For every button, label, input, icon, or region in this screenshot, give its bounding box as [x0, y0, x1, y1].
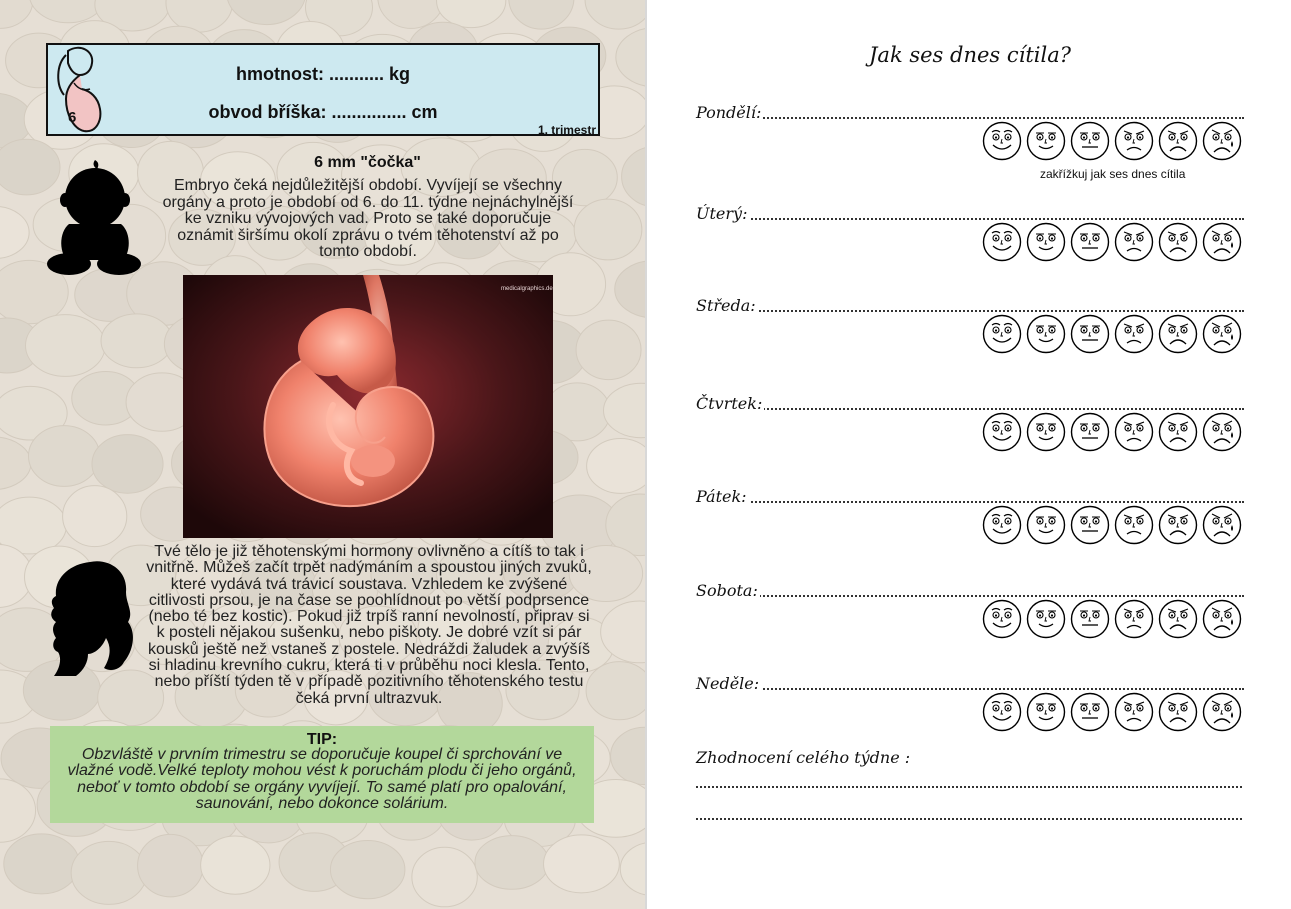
day-row [696, 674, 1244, 734]
day-note-line[interactable] [696, 595, 1244, 597]
mood-faces [982, 599, 1244, 639]
day-note-line[interactable] [696, 218, 1244, 220]
very-happy-face-icon[interactable] [982, 121, 1022, 161]
mood-hint: zakřížkuj jak ses dnes cítila [1040, 167, 1186, 181]
happy-face-icon[interactable] [1026, 505, 1066, 545]
unhappy-face-icon[interactable] [1158, 412, 1198, 452]
day-label: Neděle: [696, 674, 760, 693]
mood-faces [982, 314, 1244, 354]
day-label: Pátek: [696, 487, 747, 506]
mood-faces [982, 692, 1244, 732]
day-row [696, 103, 1244, 163]
tip-box [50, 726, 594, 823]
happy-face-icon[interactable] [1026, 121, 1066, 161]
neutral-face-icon[interactable] [1070, 222, 1110, 262]
baby-silhouette-icon [47, 160, 141, 278]
happy-face-icon[interactable] [1026, 222, 1066, 262]
page-divider [645, 0, 647, 909]
unhappy-face-icon[interactable] [1158, 121, 1198, 161]
body-paragraph: Tvé tělo je již těhotenskými hormony ovlivněno a cítíš to tak i vnitřně. Můžeš začít trpět nadýmáním a spoustou jiných zvuků, které vydává tvá trávicí soustava. Vzhledem ke zvýšené citlivosti prsou, je na čase se poohlídnout po větší podprsence (nebo té bez kostic). Pokud již trpíš ranní nevolností, připrav si k posteli nějakou sušenku, nebo piškoty. Je dobré vzít si pár kousků ještě než vstaneš z postele. Nedráždi žaludek a zvýšíš si hladinu krevního cukru, která ti v průběhu noci klesla. Tento, nebo příští týden tě v případě pozitivního těhotenského testu čeká první ultrazvuk. [146, 543, 592, 707]
day-row [696, 296, 1244, 356]
neutral-face-icon[interactable] [1070, 505, 1110, 545]
crying-face-icon[interactable] [1202, 314, 1242, 354]
left-page [0, 0, 645, 909]
unhappy-face-icon[interactable] [1158, 692, 1198, 732]
crying-face-icon[interactable] [1202, 121, 1242, 161]
very-happy-face-icon[interactable] [982, 505, 1022, 545]
sad-face-icon[interactable] [1114, 692, 1154, 732]
sad-face-icon[interactable] [1114, 599, 1154, 639]
day-label: Čtvrtek: [696, 394, 763, 413]
embryo-size-title: 6 mm "čočka" [314, 154, 421, 171]
day-note-line[interactable] [696, 501, 1244, 503]
day-label: Pondělí: [696, 103, 762, 122]
day-row [696, 394, 1244, 454]
day-label: Středa: [696, 296, 756, 315]
intro-paragraph: Embryo čeká nejdůležitější období. Vyvíjejí se všechny orgány a proto je období od 6. do 11. týdne nejnáchylnější ke vzniku vývojových vad. Proto se také doporučuje oznámit širšímu okolí zprávu o tvém těhotenství až po tomto období. [162, 177, 574, 260]
day-note-line[interactable] [696, 117, 1244, 119]
trimester-label: 1. trimestr [537, 123, 596, 137]
mood-faces [982, 222, 1244, 262]
day-label: Úterý: [696, 204, 748, 223]
crying-face-icon[interactable] [1202, 505, 1242, 545]
happy-face-icon[interactable] [1026, 692, 1066, 732]
mood-faces [982, 412, 1244, 452]
neutral-face-icon[interactable] [1070, 121, 1110, 161]
day-note-line[interactable] [696, 408, 1244, 410]
mood-faces [982, 505, 1244, 545]
crying-face-icon[interactable] [1202, 599, 1242, 639]
sad-face-icon[interactable] [1114, 121, 1154, 161]
tip-title: TIP: [306, 731, 338, 748]
happy-face-icon[interactable] [1026, 314, 1066, 354]
unhappy-face-icon[interactable] [1158, 314, 1198, 354]
unhappy-face-icon[interactable] [1158, 599, 1198, 639]
neutral-face-icon[interactable] [1070, 692, 1110, 732]
neutral-face-icon[interactable] [1070, 314, 1110, 354]
day-row [696, 581, 1244, 641]
sad-face-icon[interactable] [1114, 412, 1154, 452]
day-note-line[interactable] [696, 688, 1244, 690]
summary-line-2[interactable] [696, 818, 1242, 820]
unhappy-face-icon[interactable] [1158, 505, 1198, 545]
day-row [696, 204, 1244, 264]
sad-face-icon[interactable] [1114, 505, 1154, 545]
mood-tracker-title: Jak ses dnes cítila? [869, 43, 1071, 67]
crying-face-icon[interactable] [1202, 222, 1242, 262]
very-happy-face-icon[interactable] [982, 314, 1022, 354]
very-happy-face-icon[interactable] [982, 692, 1022, 732]
unhappy-face-icon[interactable] [1158, 222, 1198, 262]
day-note-line[interactable] [696, 310, 1244, 312]
embryo-image [183, 275, 553, 538]
summary-line-1[interactable] [696, 786, 1242, 788]
woman-head-silhouette-icon [48, 558, 134, 676]
very-happy-face-icon[interactable] [982, 599, 1022, 639]
sad-face-icon[interactable] [1114, 314, 1154, 354]
week-number: 6 [68, 109, 77, 126]
happy-face-icon[interactable] [1026, 599, 1066, 639]
weight-field: hmotnost: ........... kg [236, 64, 410, 84]
happy-face-icon[interactable] [1026, 412, 1066, 452]
very-happy-face-icon[interactable] [982, 222, 1022, 262]
crying-face-icon[interactable] [1202, 692, 1242, 732]
mood-faces [982, 121, 1244, 161]
neutral-face-icon[interactable] [1070, 599, 1110, 639]
day-label: Sobota: [696, 581, 758, 600]
sad-face-icon[interactable] [1114, 222, 1154, 262]
header-box [46, 43, 600, 136]
belly-circumference-field: obvod bříška: ............... cm [208, 102, 438, 122]
very-happy-face-icon[interactable] [982, 412, 1022, 452]
neutral-face-icon[interactable] [1070, 412, 1110, 452]
image-watermark: medicalgraphics.de [501, 286, 553, 292]
week-summary-label: Zhodnocení celého týdne : [696, 748, 911, 767]
tip-text: Obzvláště v prvním trimestru se doporučuje koupel či sprchování ve vlažné vodě.Velké teploty mohou vést k poruchám plodu či jeho orgánů, neboť v tomto období se orgány vyvíjejí. To samé platí pro opalování, saunování, nebo dokonce solárium. [67, 746, 577, 812]
crying-face-icon[interactable] [1202, 412, 1242, 452]
day-row [696, 487, 1244, 547]
